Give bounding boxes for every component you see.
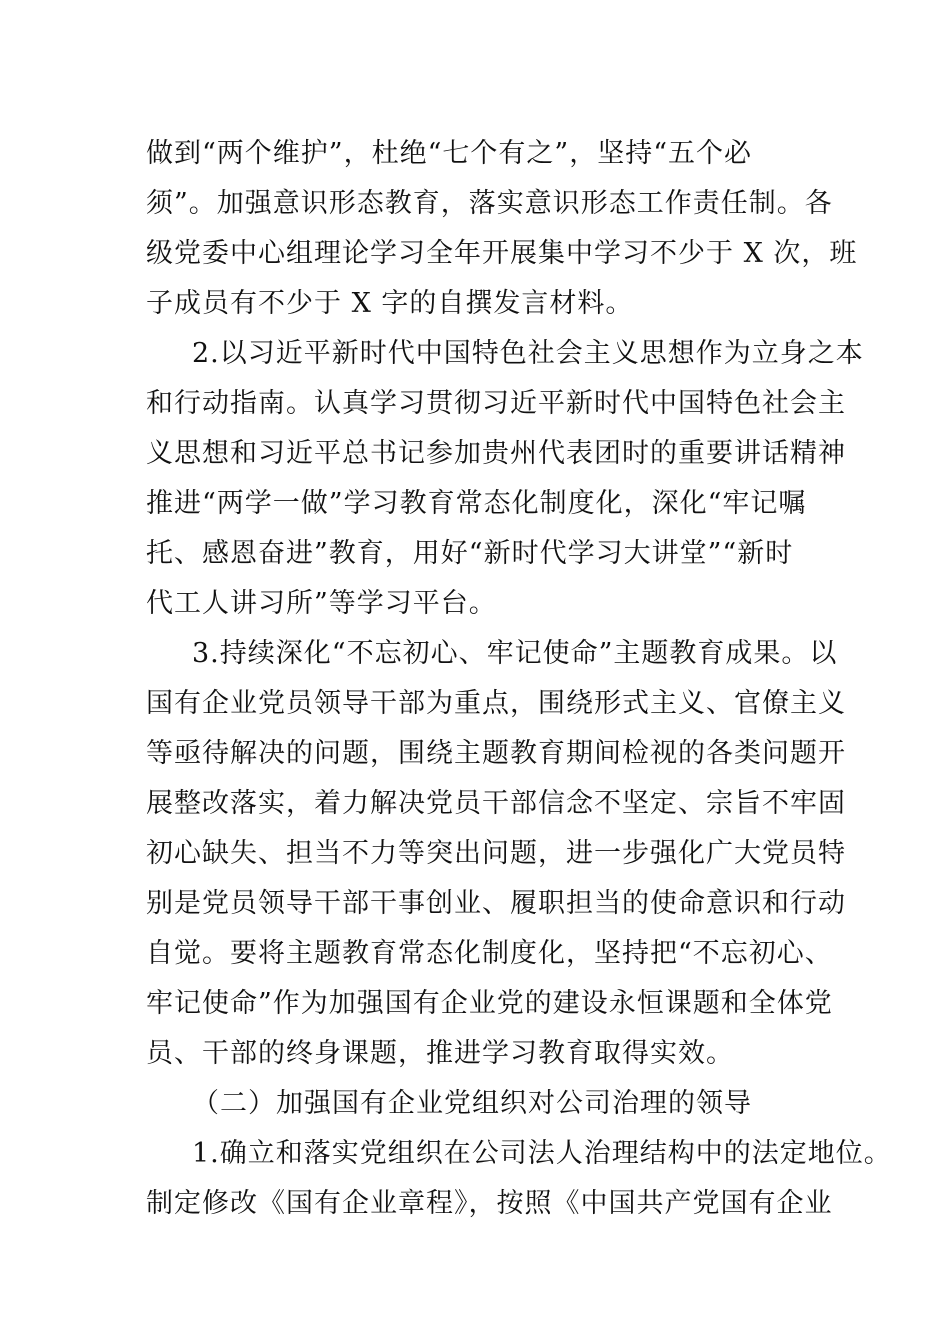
paragraph-line: 推进“两学一做”学习教育常态化制度化，深化“牢记嘱 — [146, 488, 807, 519]
paragraph-line: 3.持续深化“不忘初心、牢记使命”主题教育成果。以 — [192, 638, 838, 669]
paragraph-line: 做到“两个维护”，杜绝“七个有之”，坚持“五个必 — [146, 138, 753, 169]
paragraph-line: 代工人讲习所”等学习平台。 — [146, 588, 497, 619]
paragraph-line: 初心缺失、担当不力等突出问题，进一步强化广大党员特 — [146, 838, 846, 869]
paragraph-line: 1.确立和落实党组织在公司法人治理结构中的法定地位。 — [192, 1138, 892, 1169]
paragraph-line: 等亟待解决的问题，围绕主题教育期间检视的各类问题开 — [146, 738, 846, 769]
paragraph-line: 2.以习近平新时代中国特色社会主义思想作为立身之本 — [192, 338, 864, 369]
paragraph-line: 别是党员领导干部干事创业、履职担当的使命意识和行动 — [146, 888, 846, 919]
paragraph-line: 级党委中心组理论学习全年开展集中学习不少于 X 次，班 — [146, 238, 858, 269]
section-heading: （二）加强国有企业党组织对公司治理的领导 — [192, 1088, 752, 1119]
paragraph-line: 牢记使命”作为加强国有企业党的建设永恒课题和全体党 — [146, 988, 833, 1019]
paragraph-line: 国有企业党员领导干部为重点，围绕形式主义、官僚主义 — [146, 688, 846, 719]
paragraph-line: 制定修改《国有企业章程》，按照《中国共产党国有企业 — [146, 1188, 833, 1219]
paragraph-line: 义思想和习近平总书记参加贵州代表团时的重要讲话精神 — [146, 438, 846, 469]
paragraph-line: 子成员有不少于 X 字的自撰发言材料。 — [146, 288, 634, 319]
paragraph-line: 托、感恩奋进”教育，用好“新时代学习大讲堂”“新时 — [146, 538, 794, 569]
paragraph-line: 展整改落实，着力解决党员干部信念不坚定、宗旨不牢固 — [146, 788, 846, 819]
paragraph-line: 员、干部的终身课题，推进学习教育取得实效。 — [146, 1038, 734, 1069]
paragraph-line: 须”。加强意识形态教育，落实意识形态工作责任制。各 — [146, 188, 833, 219]
paragraph-line: 和行动指南。认真学习贯彻习近平新时代中国特色社会主 — [146, 388, 846, 419]
paragraph-line: 自觉。要将主题教育常态化制度化，坚持把“不忘初心、 — [146, 938, 833, 969]
